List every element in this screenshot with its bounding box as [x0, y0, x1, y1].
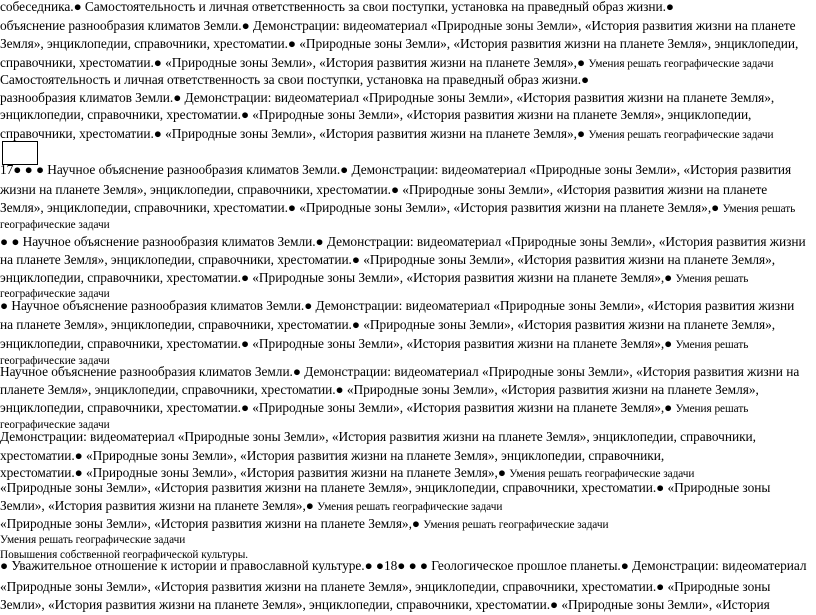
text-line: [0, 124, 774, 145]
line-main-text: Земля», энциклопедии, справочники, хрестоматии.● «Природные зоны Земли», «История развития жизни на планете Земля»,●: [0, 200, 720, 215]
line-main-text: энциклопедии, справочники, хрестоматии.● «Природные зоны Земли», «История развития жизни на планете Земля»,●: [0, 336, 673, 351]
line-small-text: географические задачи: [0, 219, 110, 231]
line-main-text: «Природные зоны Земли», «История развития жизни на планете Земля»,●: [0, 516, 420, 531]
text-line: [0, 398, 748, 419]
text-line: [0, 595, 770, 615]
line-main-text: Земли», «История развития жизни на планете Земля», энциклопедии, справочники, хрестоматии.● «Природные зоны Земли», «История: [0, 597, 770, 612]
line-small-text: Умения решать: [675, 403, 749, 415]
line-small-text: географические задачи: [0, 355, 110, 367]
text-line: [0, 577, 770, 597]
line-small-text: Умения решать: [722, 203, 796, 215]
text-line: [0, 478, 770, 498]
line-main-text: разнообразия климатов Земли.● Демонстрации: видеоматериал «Природные зоны Земли», «История развития жизни на планете Земля»,: [0, 90, 775, 105]
text-line: [0, 296, 794, 316]
line-small-text: Умения решать географические задачи: [588, 58, 774, 70]
line-small-text: Умения решать географические задачи: [317, 501, 503, 513]
line-main-text: справочники, хрестоматии.● «Природные зоны Земли», «История развития жизни на планете Земля»,●: [0, 55, 585, 70]
line-small-text: Умения решать географические задачи: [509, 468, 695, 480]
line-main-text: ● Научное объяснение разнообразия климатов Земли.● Демонстрации: видеоматериал «Природные зоны Земли», «История развития жизни: [0, 298, 795, 313]
line-main-text: объяснение разнообразия климатов Земли.● Демонстрации: видеоматериал «Природные зоны Земли», «История развития жизни на планете: [0, 18, 796, 33]
line-main-text: «Природные зоны Земли», «История развития жизни на планете Земля», энциклопедии, справочники, хрестоматии.● «Природные зоны: [0, 579, 771, 594]
line-main-text: на планете Земля», энциклопедии, справочники, хрестоматии.● «Природные зоны Земли», «История развития жизни на планете Земля»,: [0, 252, 776, 267]
text-line: [0, 160, 791, 180]
line-main-text: 17● ● ● Научное объяснение разнообразия климатов Земли.● Демонстрации: видеоматериал «Природные зоны Земли», «История развития: [0, 162, 792, 177]
line-main-text: справочники, хрестоматии.● «Природные зоны Земли», «История развития жизни на планете Земля»,●: [0, 126, 585, 141]
text-line: [0, 556, 807, 576]
line-main-text: собеседника.● Самостоятельность и личная ответственность за свои поступки, установка на праведный образ жизни.●: [0, 0, 674, 14]
line-main-text: ● ● Научное объяснение разнообразия климатов Земли.● Демонстрации: видеоматериал «Природные зоны Земли», «История развития жизни: [0, 234, 806, 249]
line-main-text: Самостоятельность и личная ответственность за свои поступки, установка на праведный образ жизни.●: [0, 72, 590, 87]
text-line: [0, 180, 767, 200]
line-main-text: планете Земля», энциклопедии, справочники, хрестоматии.● «Природные зоны Земли», «История развития жизни на планете Земля»,: [0, 382, 759, 397]
line-small-text: Умения решать: [675, 273, 749, 285]
line-main-text: «Природные зоны Земли», «История развития жизни на планете Земля», энциклопедии, справочники, хрестоматии.● «Природные зоны: [0, 480, 771, 495]
text-line: [0, 427, 756, 447]
line-main-text: на планете Земля», энциклопедии, справочники, хрестоматии.● «Природные зоны Земли», «История развития жизни на планете Земля»,: [0, 317, 776, 332]
line-small-text: Умения решать географические задачи: [423, 519, 609, 531]
text-line: [0, 362, 799, 382]
line-main-text: хрестоматии.● «Природные зоны Земли», «История развития жизни на планете Земля»,●: [0, 465, 506, 480]
text-line: [0, 70, 589, 90]
line-small-text: Умения решать: [675, 339, 749, 351]
line-main-text: Научное объяснение разнообразия климатов Земли.● Демонстрации: видеоматериал «Природные зоны Земли», «История развития жизни на: [0, 364, 800, 379]
line-main-text: Земля», энциклопедии, справочники, хрестоматии.● «Природные зоны Земли», «История развития жизни на планете Земля», энциклопедии,: [0, 36, 799, 51]
text-line: [0, 232, 806, 252]
line-main-text: ● Уважительное отношение к истории и православной культуре.● ●18● ● ● Геологическое прошлое планеты.● Демонстрации: видеоматериал: [0, 558, 807, 573]
line-small-text: Умения решать географические задачи: [588, 129, 774, 141]
text-line: [0, 250, 775, 270]
line-main-text: энциклопедии, справочники, хрестоматии.● «Природные зоны Земли», «История развития жизни на планете Земля»,●: [0, 400, 673, 415]
line-main-text: жизни на планете Земля», энциклопедии, справочники, хрестоматии.● «Природные зоны Земли», «История развития жизни на планете: [0, 182, 768, 197]
line-main-text: энциклопедии, справочники, хрестоматии.● «Природные зоны Земли», «История развития жизни на планете Земля», энциклопедии,: [0, 107, 752, 122]
text-line: [0, 16, 796, 36]
line-main-text: хрестоматии.● «Природные зоны Земли», «История развития жизни на планете Земля», энциклопедии, справочники,: [0, 448, 665, 463]
text-line: [0, 0, 674, 17]
line-main-text: Земли», «История развития жизни на планете Земля»,●: [0, 498, 314, 513]
line-main-text: энциклопедии, справочники, хрестоматии.● «Природные зоны Земли», «История развития жизни на планете Земля»,●: [0, 270, 673, 285]
text-line: [0, 334, 748, 355]
line-small-text: географические задачи: [0, 419, 110, 431]
text-line: [0, 268, 748, 289]
text-line: [0, 315, 775, 335]
line-small-text: Повышения собственной географической культуры.: [0, 549, 249, 561]
text-line: [0, 380, 759, 400]
line-main-text: Демонстрации: видеоматериал «Природные зоны Земли», «История развития жизни на планете Земля», энциклопедии, справочники,: [0, 429, 756, 444]
text-line: [0, 34, 798, 54]
line-small-text: географические задачи: [0, 288, 110, 300]
text-line: [0, 105, 751, 125]
text-line: [0, 198, 795, 219]
line-small-text: Умения решать географические задачи: [0, 534, 186, 546]
